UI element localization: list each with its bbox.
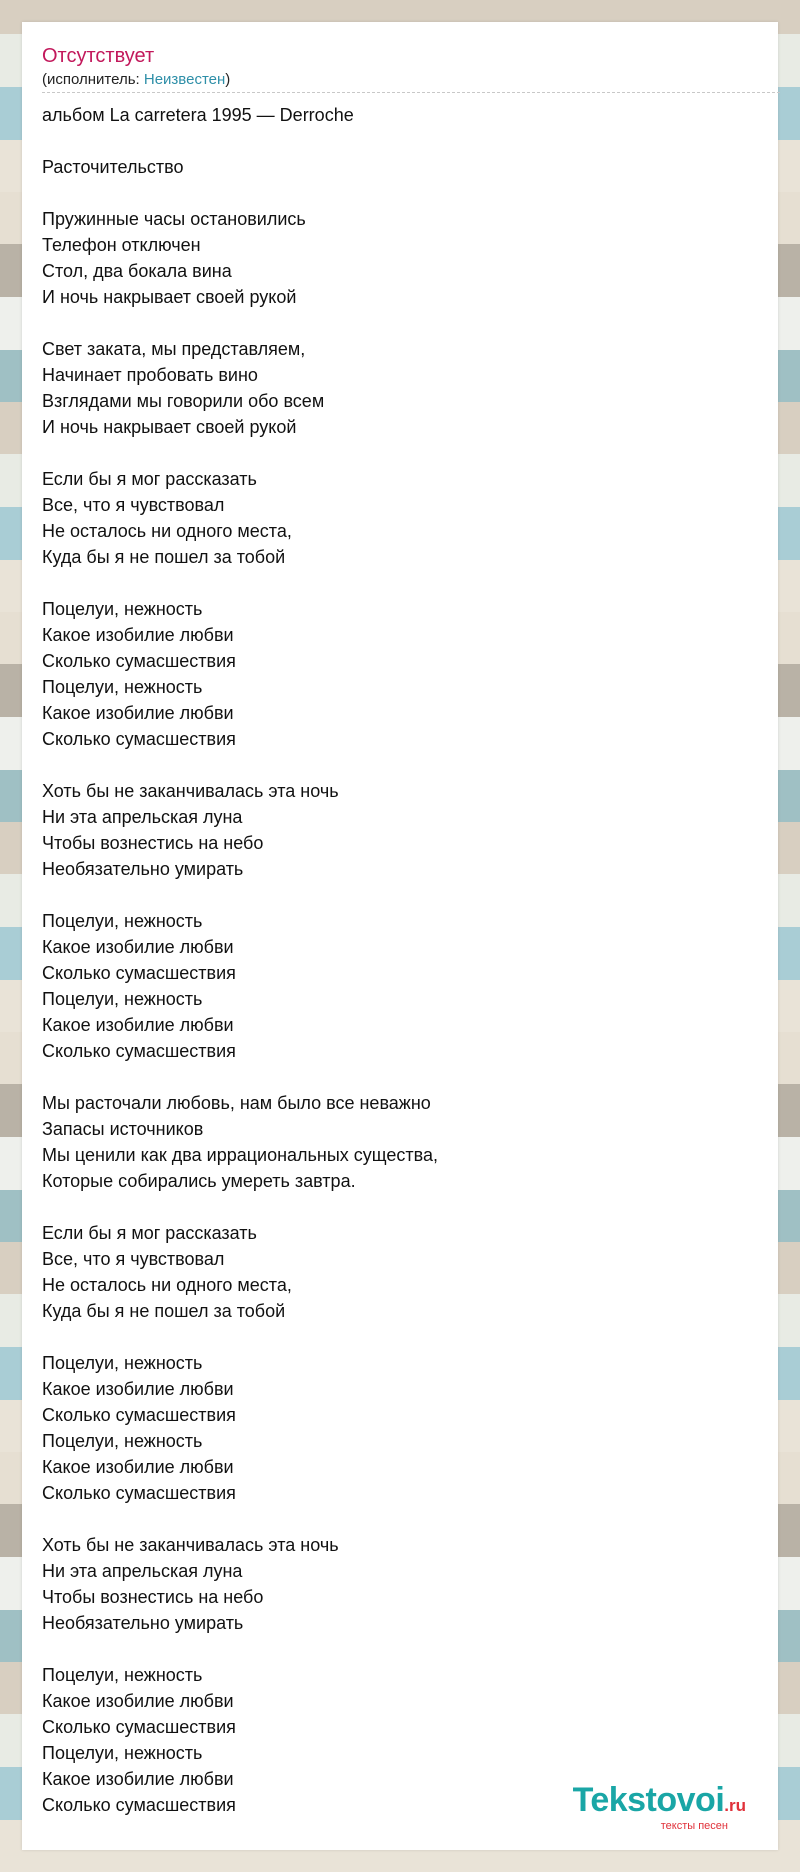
lyrics-line: Сколько сумасшествия xyxy=(42,1405,236,1425)
lyrics-line: альбом La carretera 1995 — Derroche xyxy=(42,105,354,125)
lyrics-line: Пружинные часы остановились xyxy=(42,209,306,229)
lyrics-line: Какое изобилие любви xyxy=(42,1379,234,1399)
lyrics-line: Расточительство xyxy=(42,157,184,177)
lyrics-line: Хоть бы не заканчивалась эта ночь xyxy=(42,781,339,801)
lyrics-line: Куда бы я не пошел за тобой xyxy=(42,547,286,567)
lyrics-line: Поцелуи, нежность xyxy=(42,1743,203,1763)
lyrics-line: Не осталось ни одного места, xyxy=(42,521,292,541)
lyrics-line: Не осталось ни одного места, xyxy=(42,1275,292,1295)
logo-tagline: тексты песен xyxy=(660,1820,728,1832)
lyrics-line: Поцелуи, нежность xyxy=(42,911,203,931)
lyrics-line: Если бы я мог рассказать xyxy=(42,469,257,489)
lyrics-line: Какое изобилие любви xyxy=(42,1769,234,1789)
lyrics-line: Сколько сумасшествия xyxy=(42,651,236,671)
lyrics-line: Какое изобилие любви xyxy=(42,937,234,957)
lyrics-line: Поцелуи, нежность xyxy=(42,1665,203,1685)
lyrics-line: Необязательно умирать xyxy=(42,859,244,879)
performer-line xyxy=(42,71,230,89)
lyrics-line: Какое изобилие любви xyxy=(42,703,234,723)
lyrics-line: Все, что я чувствовал xyxy=(42,495,225,515)
logo-wordmark xyxy=(573,1783,746,1823)
lyrics-text xyxy=(42,102,772,1844)
logo-tld: .ru xyxy=(724,1796,746,1815)
lyrics-line: Куда бы я не пошел за тобой xyxy=(42,1301,286,1321)
lyrics-card xyxy=(22,22,778,1850)
lyrics-stanza xyxy=(42,908,772,1064)
lyrics-stanza xyxy=(42,1350,772,1506)
title-divider xyxy=(42,92,780,93)
lyrics-line: Мы ценили как два иррациональных существа, xyxy=(42,1145,439,1165)
lyrics-line: Мы расточали любовь, нам было все неважно xyxy=(42,1093,431,1113)
lyrics-line: Ни эта апрельская луна xyxy=(42,1561,243,1581)
lyrics-line: Стол, два бокала вина xyxy=(42,261,232,281)
lyrics-line: Ни эта апрельская луна xyxy=(42,807,243,827)
lyrics-line: Хоть бы не заканчивалась эта ночь xyxy=(42,1535,339,1555)
lyrics-line: Взглядами мы говорили обо всем xyxy=(42,391,325,411)
lyrics-line: Необязательно умирать xyxy=(42,1613,244,1633)
lyrics-stanza xyxy=(42,1220,772,1324)
lyrics-stanza xyxy=(42,1090,772,1194)
lyrics-line: Поцелуи, нежность xyxy=(42,989,203,1009)
lyrics-line: Запасы источников xyxy=(42,1119,204,1139)
lyrics-line: Какое изобилие любви xyxy=(42,1015,234,1035)
lyrics-line: Поцелуи, нежность xyxy=(42,599,203,619)
lyrics-line: Какое изобилие любви xyxy=(42,625,234,645)
lyrics-stanza xyxy=(42,336,772,440)
lyrics-line: Чтобы вознестись на небо xyxy=(42,833,264,853)
lyrics-line: Свет заката, мы представляем, xyxy=(42,339,306,359)
lyrics-stanza xyxy=(42,1532,772,1636)
lyrics-stanza xyxy=(42,596,772,752)
lyrics-line: Чтобы вознестись на небо xyxy=(42,1587,264,1607)
lyrics-line: Сколько сумасшествия xyxy=(42,1041,236,1061)
lyrics-line: Сколько сумасшествия xyxy=(42,729,236,749)
lyrics-line: Телефон отключен xyxy=(42,235,201,255)
site-logo[interactable] xyxy=(573,1783,746,1832)
song-title: Отсутствует xyxy=(42,45,155,67)
lyrics-line: Сколько сумасшествия xyxy=(42,1795,236,1815)
lyrics-line: Если бы я мог рассказать xyxy=(42,1223,257,1243)
lyrics-stanza xyxy=(42,206,772,310)
lyrics-line: Начинает пробовать вино xyxy=(42,365,258,385)
lyrics-line: И ночь накрывает своей рукой xyxy=(42,287,297,307)
lyrics-line: Сколько сумасшествия xyxy=(42,1717,236,1737)
lyrics-line: Все, что я чувствовал xyxy=(42,1249,225,1269)
lyrics-line: Сколько сумасшествия xyxy=(42,1483,236,1503)
lyrics-stanza xyxy=(42,778,772,882)
logo-name: Tekstovoi xyxy=(572,1781,725,1819)
performer-prefix: (исполнитель: xyxy=(42,71,144,88)
lyrics-line: И ночь накрывает своей рукой xyxy=(42,417,297,437)
lyrics-stanza xyxy=(42,466,772,570)
lyrics-line: Поцелуи, нежность xyxy=(42,1353,203,1373)
lyrics-stanza xyxy=(42,154,772,180)
lyrics-line: Поцелуи, нежность xyxy=(42,1431,203,1451)
lyrics-line: Какое изобилие любви xyxy=(42,1457,234,1477)
lyrics-line: Какое изобилие любви xyxy=(42,1691,234,1711)
lyrics-line: Сколько сумасшествия xyxy=(42,963,236,983)
lyrics-line: Поцелуи, нежность xyxy=(42,677,203,697)
performer-suffix: ) xyxy=(225,71,231,88)
lyrics-line: Которые собирались умереть завтра. xyxy=(42,1171,356,1191)
lyrics-stanza xyxy=(42,102,772,128)
performer-link[interactable]: Неизвестен xyxy=(143,71,226,88)
